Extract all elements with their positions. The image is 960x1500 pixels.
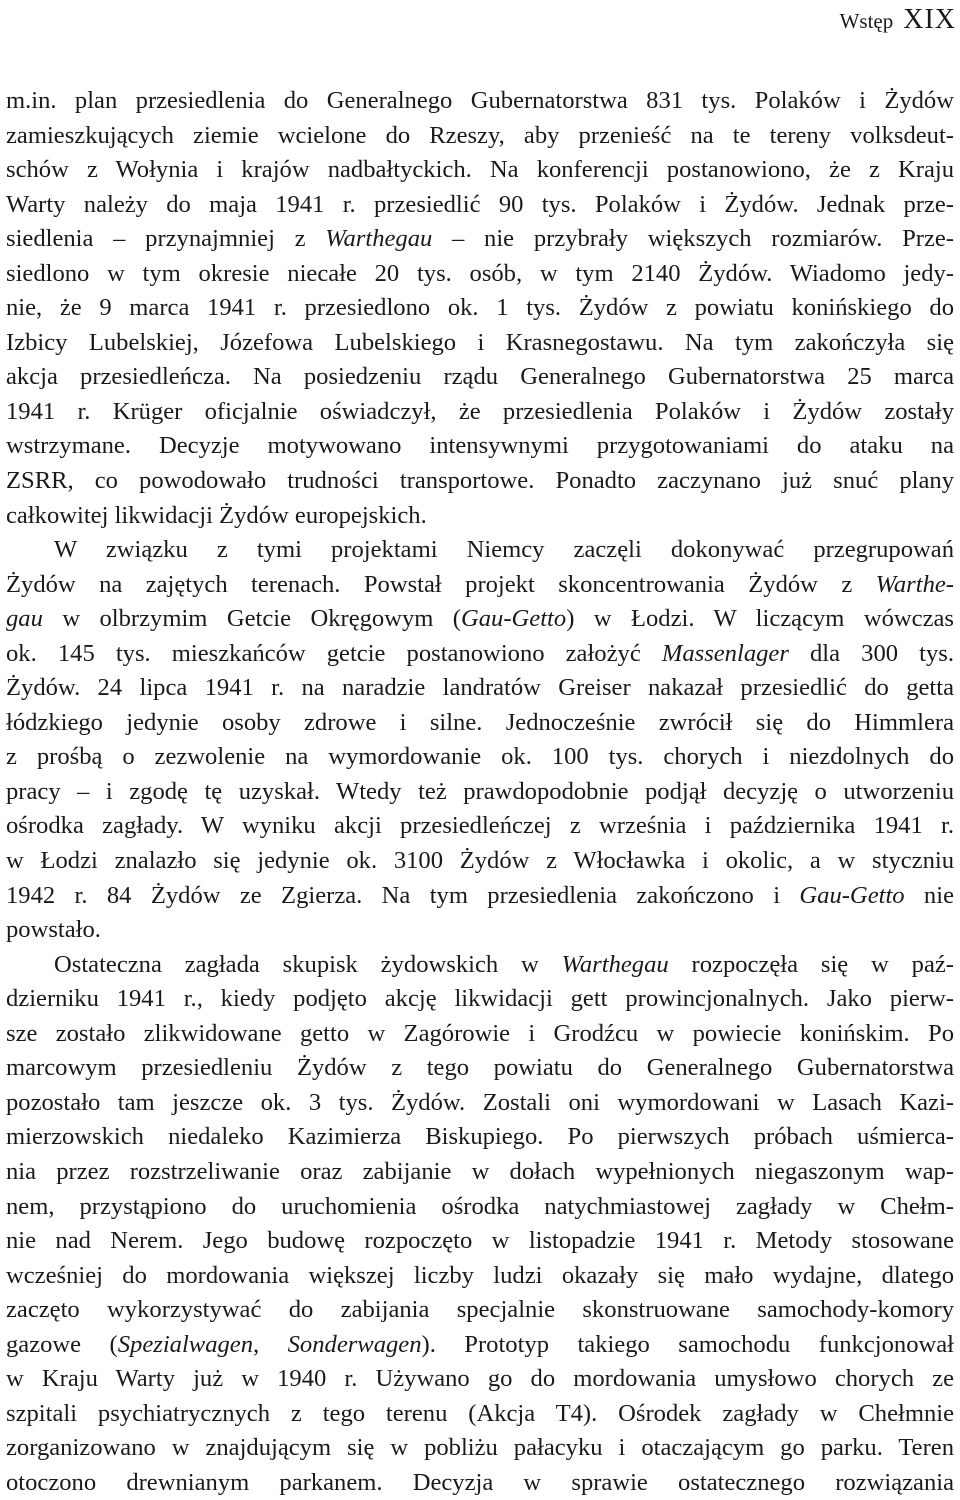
text-run: wcześniej do mordowania większej liczby ludzi okazały się mało wydajne, dlatego xyxy=(6,1261,954,1289)
text-line xyxy=(6,1431,954,1466)
italic-term: Gau-Getto xyxy=(461,605,567,633)
page-number: XIX xyxy=(903,4,956,35)
text-run: wstrzymane. Decyzje motywowano intensywnymi przygotowaniami do ataku na xyxy=(6,432,954,460)
text-line xyxy=(6,499,954,534)
text-run: całkowitej likwidacji Żydów europejskich. xyxy=(6,501,427,529)
text-line xyxy=(6,291,954,326)
text-line xyxy=(6,1155,954,1190)
text-run: akcja przesiedleńcza. Na posiedzeniu rządu Generalnego Gubernatorstwa 25 marca xyxy=(6,363,954,391)
text-run: otoczono drewnianym parkanem. Decyzja w sprawie ostatecznego rozwiązania xyxy=(6,1468,954,1496)
running-title: Wstęp xyxy=(839,9,894,33)
text-line xyxy=(6,360,954,395)
italic-term: gau xyxy=(6,605,43,633)
text-run: nie xyxy=(904,881,954,909)
text-line xyxy=(6,775,954,810)
text-run: nie, że 9 marca 1941 r. przesiedlono ok. 1 tys. Żydów z powiatu konińskiego do xyxy=(6,294,954,322)
italic-term: Sonderwagen xyxy=(287,1330,422,1358)
text-line xyxy=(6,1293,954,1328)
text-run: sze zostało zlikwidowane getto w Zagórowie i Grodźcu w powiecie konińskim. Po xyxy=(6,1019,954,1047)
text-run: dla 300 tys. xyxy=(788,639,954,667)
text-line xyxy=(6,395,954,430)
text-run: dzierniku 1941 r., kiedy podjęto akcję likwidacji gett prowincjonalnych. Jako pierw- xyxy=(6,985,954,1013)
text-line xyxy=(6,879,954,914)
text-line xyxy=(6,119,954,154)
text-run: szpitali psychiatrycznych z tego terenu (Akcja T4). Ośrodek zagłady w Chełmnie xyxy=(6,1399,954,1427)
text-run: Żydów na zajętych terenach. Powstał projekt skoncentrowania Żydów z xyxy=(6,570,876,598)
text-line xyxy=(6,188,954,223)
text-line xyxy=(6,1086,954,1121)
text-run: 1942 r. 84 Żydów ze Zgierza. Na tym przesiedlenia zakończono i xyxy=(6,881,800,909)
text-run: zorganizowano w znajdującym się w pobliżu pałacyku i otaczającym go parku. Teren xyxy=(6,1434,954,1462)
italic-term: Spezialwagen xyxy=(117,1330,254,1358)
text-line xyxy=(6,602,954,637)
text-run: w Łodzi znalazło się jedynie ok. 3100 Żydów z Włocławka i okolic, a w styczniu xyxy=(6,847,954,875)
text-line xyxy=(6,982,954,1017)
text-line xyxy=(6,1466,954,1500)
text-run: Izbicy Lubelskiej, Józefowa Lubelskiego i Krasnegostawu. Na tym zakończyła się xyxy=(6,328,954,356)
text-run: schów z Wołynia i krajów nadbałtyckich. Na konferencji postanowiono, że z Kraju xyxy=(6,156,954,184)
text-run: , xyxy=(253,1330,288,1358)
text-run: zamieszkujących ziemie wcielone do Rzeszy, aby przenieść na te tereny volksdeut- xyxy=(6,121,954,149)
text-run: pozostało tam jeszcze ok. 3 tys. Żydów. Zostali oni wymordowani w Lasach Kazi- xyxy=(6,1088,954,1116)
text-line xyxy=(6,153,954,188)
text-run: w Kraju Warty już w 1940 r. Używano go do mordowania umysłowo chorych ze xyxy=(6,1365,954,1393)
text-line xyxy=(6,533,954,568)
text-run: w olbrzymim Getcie Okręgowym ( xyxy=(42,605,461,633)
text-run: Ostateczna zagłada skupisk żydowskich w xyxy=(54,950,562,978)
text-line xyxy=(6,1362,954,1397)
text-run: ośrodka zagłady. W wyniku akcji przesiedleńczej z września i października 1941 r. xyxy=(6,812,954,840)
text-line xyxy=(6,844,954,879)
text-run: ZSRR, co powodowało trudności transportowe. Ponadto zaczynano już snuć plany xyxy=(6,467,954,495)
text-run: nia przez rozstrzeliwanie oraz zabijanie w dołach wypełnionych niegaszonym wap- xyxy=(6,1157,954,1185)
text-line xyxy=(6,1224,954,1259)
text-line xyxy=(6,1051,954,1086)
text-line xyxy=(6,84,954,119)
text-run: z prośbą o zezwolenie na wymordowanie ok. 100 tys. chorych i niezdolnych do xyxy=(6,743,954,771)
text-line xyxy=(6,948,954,983)
text-line xyxy=(6,1328,954,1363)
text-line xyxy=(6,1259,954,1294)
text-run: powstało. xyxy=(6,916,101,944)
text-run: rozpoczęła się w paź- xyxy=(668,950,954,978)
text-line xyxy=(6,671,954,706)
body-text xyxy=(6,84,954,1500)
italic-term: Gau-Getto xyxy=(799,881,905,909)
text-run: – nie przybrały większych rozmiarów. Prze- xyxy=(432,225,954,253)
text-line xyxy=(6,706,954,741)
text-line xyxy=(6,464,954,499)
text-run: nem, przystąpiono do uruchomienia ośrodka natychmiastowej zagłady w Chełm- xyxy=(6,1192,954,1220)
italic-term: Warthe- xyxy=(875,570,954,598)
text-line xyxy=(6,740,954,775)
text-line xyxy=(6,913,954,948)
text-run: łódzkiego jedynie osoby zdrowe i silne. Jednocześnie zwrócił się do Himmlera xyxy=(6,708,954,736)
text-run: Żydów. 24 lipca 1941 r. na naradzie landratów Greiser nakazał przesiedlić do getta xyxy=(6,674,954,702)
text-run: Warty należy do maja 1941 r. przesiedlić 90 tys. Polaków i Żydów. Jednak prze- xyxy=(6,190,954,218)
text-run: gazowe ( xyxy=(6,1330,118,1358)
text-line xyxy=(6,1190,954,1225)
text-line xyxy=(6,429,954,464)
italic-term: Warthegau xyxy=(325,225,433,253)
text-line xyxy=(6,1120,954,1155)
text-line xyxy=(6,222,954,257)
text-run: nie nad Nerem. Jego budowę rozpoczęto w listopadzie 1941 r. Metody stosowane xyxy=(6,1227,954,1255)
italic-term: Warthegau xyxy=(561,950,669,978)
text-line xyxy=(6,568,954,603)
text-run: ) w Łodzi. W liczącym wówczas xyxy=(566,605,954,633)
text-run: siedlono w tym okresie niecałe 20 tys. osób, w tym 2140 Żydów. Wiadomo jedy- xyxy=(6,259,954,287)
text-run: zaczęto wykorzystywać do zabijania specjalnie skonstruowane samochody-komory xyxy=(6,1296,954,1324)
text-line xyxy=(6,637,954,672)
text-run: W związku z tymi projektami Niemcy zaczęli dokonywać przegrupowań xyxy=(54,536,954,564)
text-line xyxy=(6,809,954,844)
text-line xyxy=(6,1017,954,1052)
text-run: marcowym przesiedleniu Żydów z tego powiatu do Generalnego Gubernatorstwa xyxy=(6,1054,954,1082)
text-run: m.in. plan przesiedlenia do Generalnego Gubernatorstwa 831 tys. Polaków i Żydów xyxy=(6,87,954,114)
text-run: siedlenia – przynajmniej z xyxy=(6,225,326,253)
text-run: 1941 r. Krüger oficjalnie oświadczył, że przesiedlenia Polaków i Żydów zostały xyxy=(6,397,954,425)
text-line xyxy=(6,257,954,292)
page-header xyxy=(840,4,956,36)
text-run: pracy – i zgodę tę uzyskał. Wtedy też prawdopodobnie podjął decyzję o utworzeniu xyxy=(6,777,954,805)
text-line xyxy=(6,1397,954,1432)
text-run: ). Prototyp takiego samochodu funkcjonował xyxy=(421,1330,955,1358)
text-run: mierzowskich niedaleko Kazimierza Biskupiego. Po pierwszych próbach uśmierca- xyxy=(6,1123,954,1151)
text-line xyxy=(6,326,954,361)
italic-term: Massenlager xyxy=(661,639,789,667)
text-run: ok. 145 tys. mieszkańców getcie postanowiono założyć xyxy=(6,639,662,667)
